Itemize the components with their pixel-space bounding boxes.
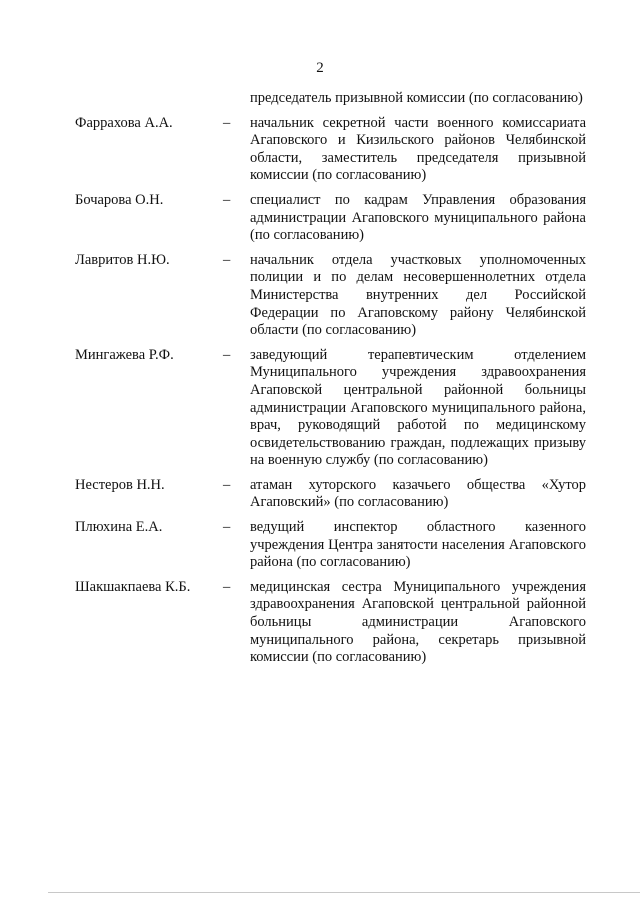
- member-role: начальник секретной части военного комиссариата Агаповского и Кизильского районов Челябинской области, заместитель председателя призывной комиссии (по согласованию): [250, 114, 586, 184]
- member-name: Лавритов Н.Ю.: [75, 251, 170, 268]
- member-dash: –: [223, 519, 231, 536]
- member-name: Плюхина Е.А.: [75, 519, 163, 536]
- continuation-entry: [0, 90, 640, 108]
- member-name: Фаррахова А.А.: [75, 114, 173, 131]
- member-dash: –: [223, 114, 231, 131]
- member-entry: [0, 347, 640, 470]
- member-name: Мингажева Р.Ф.: [75, 346, 174, 363]
- member-entry: [0, 115, 640, 185]
- member-name: Нестеров Н.Н.: [75, 476, 165, 493]
- member-role: специалист по кадрам Управления образования администрации Агаповского муниципального района (по согласованию): [250, 191, 586, 244]
- member-entry: [0, 252, 640, 340]
- member-entry: [0, 579, 640, 667]
- member-role: медицинская сестра Муниципального учреждения здравоохранения Агаповской центральной районной больницы администрации Агаповского муниципального района, секретарь призывной комиссии (по согласованию): [250, 578, 586, 666]
- member-dash: –: [223, 476, 231, 493]
- member-dash: –: [223, 578, 231, 595]
- continuation-role: председатель призывной комиссии (по согласованию): [250, 90, 583, 106]
- page-number: 2: [316, 60, 324, 76]
- member-entry: [0, 192, 640, 245]
- member-dash: –: [223, 191, 231, 208]
- member-role: атаман хуторского казачьего общества «Хутор Агаповский» (по согласованию): [250, 476, 586, 511]
- member-name: Шакшакпаева К.Б.: [75, 578, 191, 595]
- scan-edge-line: [48, 892, 640, 893]
- commission-member-list: [0, 90, 640, 674]
- member-dash: –: [223, 346, 231, 363]
- member-name: Бочарова О.Н.: [75, 191, 164, 208]
- member-role: заведующий терапевтическим отделением Муниципального учреждения здравоохранения Агаповской центральной районной больницы администрации Агаповского муниципального района, врач, руководящий работой по медицинскому освидетельствованию граждан, подлежащих призыву на военную службу (по согласованию): [250, 346, 586, 469]
- member-role: начальник отдела участковых уполномоченных полиции и по делам несовершеннолетних отдела Министерства внутренних дел Российской Федерации по Агаповскому району Челябинской области (по согласованию): [250, 251, 586, 339]
- member-entry: [0, 519, 640, 572]
- member-entry: [0, 477, 640, 512]
- member-role: ведущий инспектор областного казенного учреждения Центра занятости населения Агаповского района (по согласованию): [250, 519, 586, 571]
- member-dash: –: [223, 251, 231, 268]
